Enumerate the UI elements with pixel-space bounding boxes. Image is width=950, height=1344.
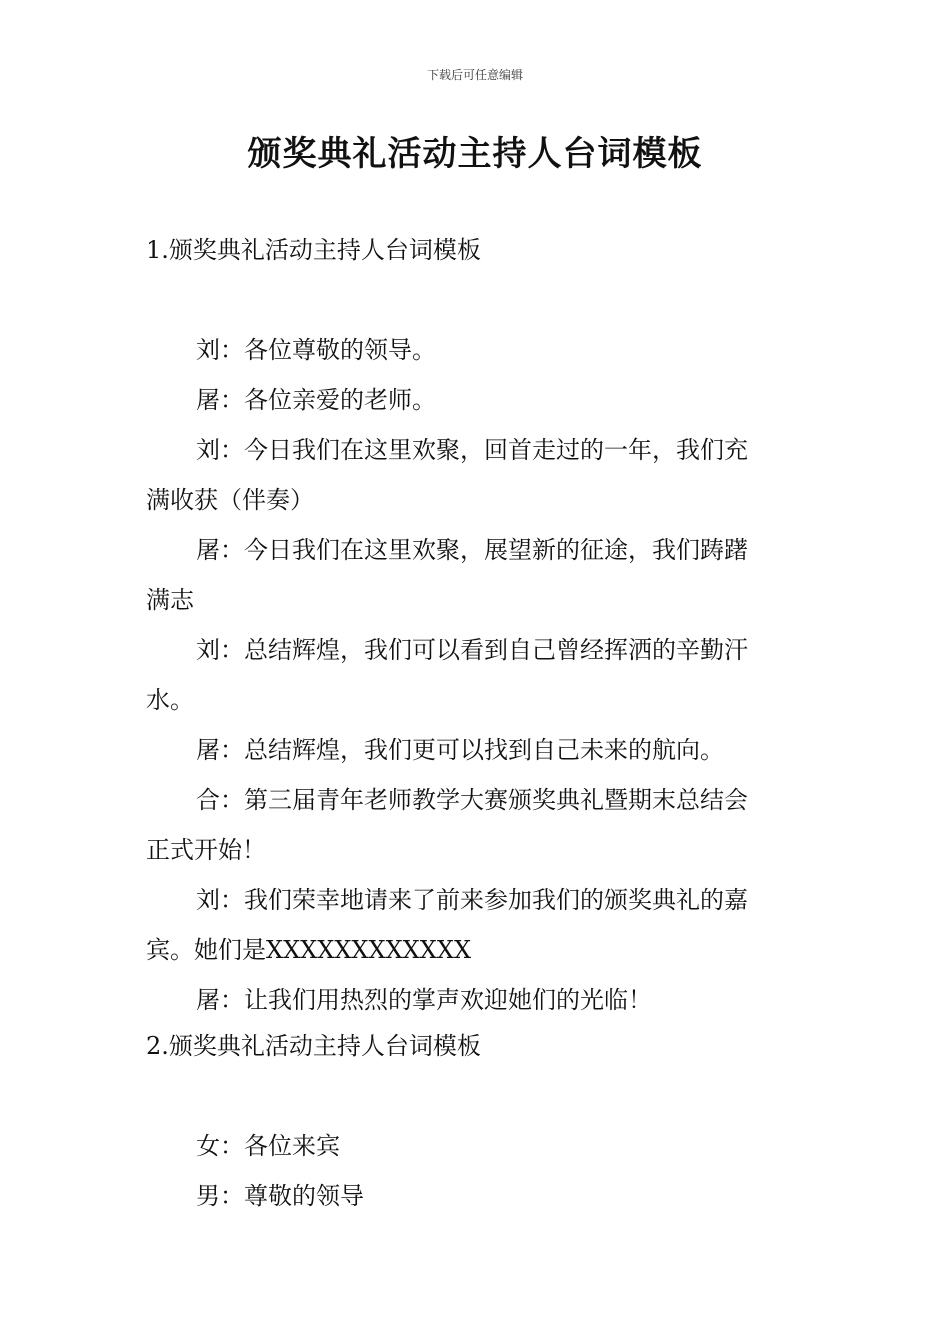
section-2-body (146, 1121, 808, 1221)
document-title: 颁奖典礼活动主持人台词模板 (247, 134, 703, 174)
dialogue-line-continuation: 满志 (146, 586, 194, 614)
dialogue-line-continuation: 满收获（伴奏） (146, 486, 314, 514)
section-2-heading: 2.颁奖典礼活动主持人台词模板 (146, 1032, 481, 1060)
dialogue-line: 刘：我们荣幸地请来了前来参加我们的颁奖典礼的嘉 (196, 886, 748, 914)
dialogue-line: 刘：今日我们在这里欢聚，回首走过的一年，我们充 (196, 436, 748, 464)
dialogue-line: 屠：让我们用热烈的掌声欢迎她们的光临！ (196, 986, 652, 1014)
dialogue-line: 合：第三届青年老师教学大赛颁奖典礼暨期末总结会 (196, 786, 748, 814)
dialogue-line: 屠：今日我们在这里欢聚，展望新的征途，我们踌躇 (196, 536, 748, 564)
dialogue-line: 屠：各位亲爱的老师。 (196, 386, 436, 414)
header-note: 下载后可任意编辑 (426, 68, 523, 82)
dialogue-line: 刘：总结辉煌，我们可以看到自己曾经挥洒的辛勤汗 (196, 636, 748, 664)
dialogue-line-continuation: 宾。她们是XXXXXXXXXXXX (146, 936, 472, 964)
dialogue-line: 刘：各位尊敬的领导。 (196, 336, 436, 364)
dialogue-line: 女：各位来宾 (196, 1132, 340, 1160)
section-1-heading: 1.颁奖典礼活动主持人台词模板 (146, 236, 481, 264)
dialogue-line-continuation: 正式开始！ (146, 836, 266, 864)
dialogue-line-continuation: 水。 (146, 686, 194, 714)
dialogue-line: 屠：总结辉煌，我们更可以找到自己未来的航向。 (196, 736, 724, 764)
dialogue-line: 男：尊敬的领导 (196, 1182, 364, 1210)
section-1-body (146, 325, 808, 1025)
